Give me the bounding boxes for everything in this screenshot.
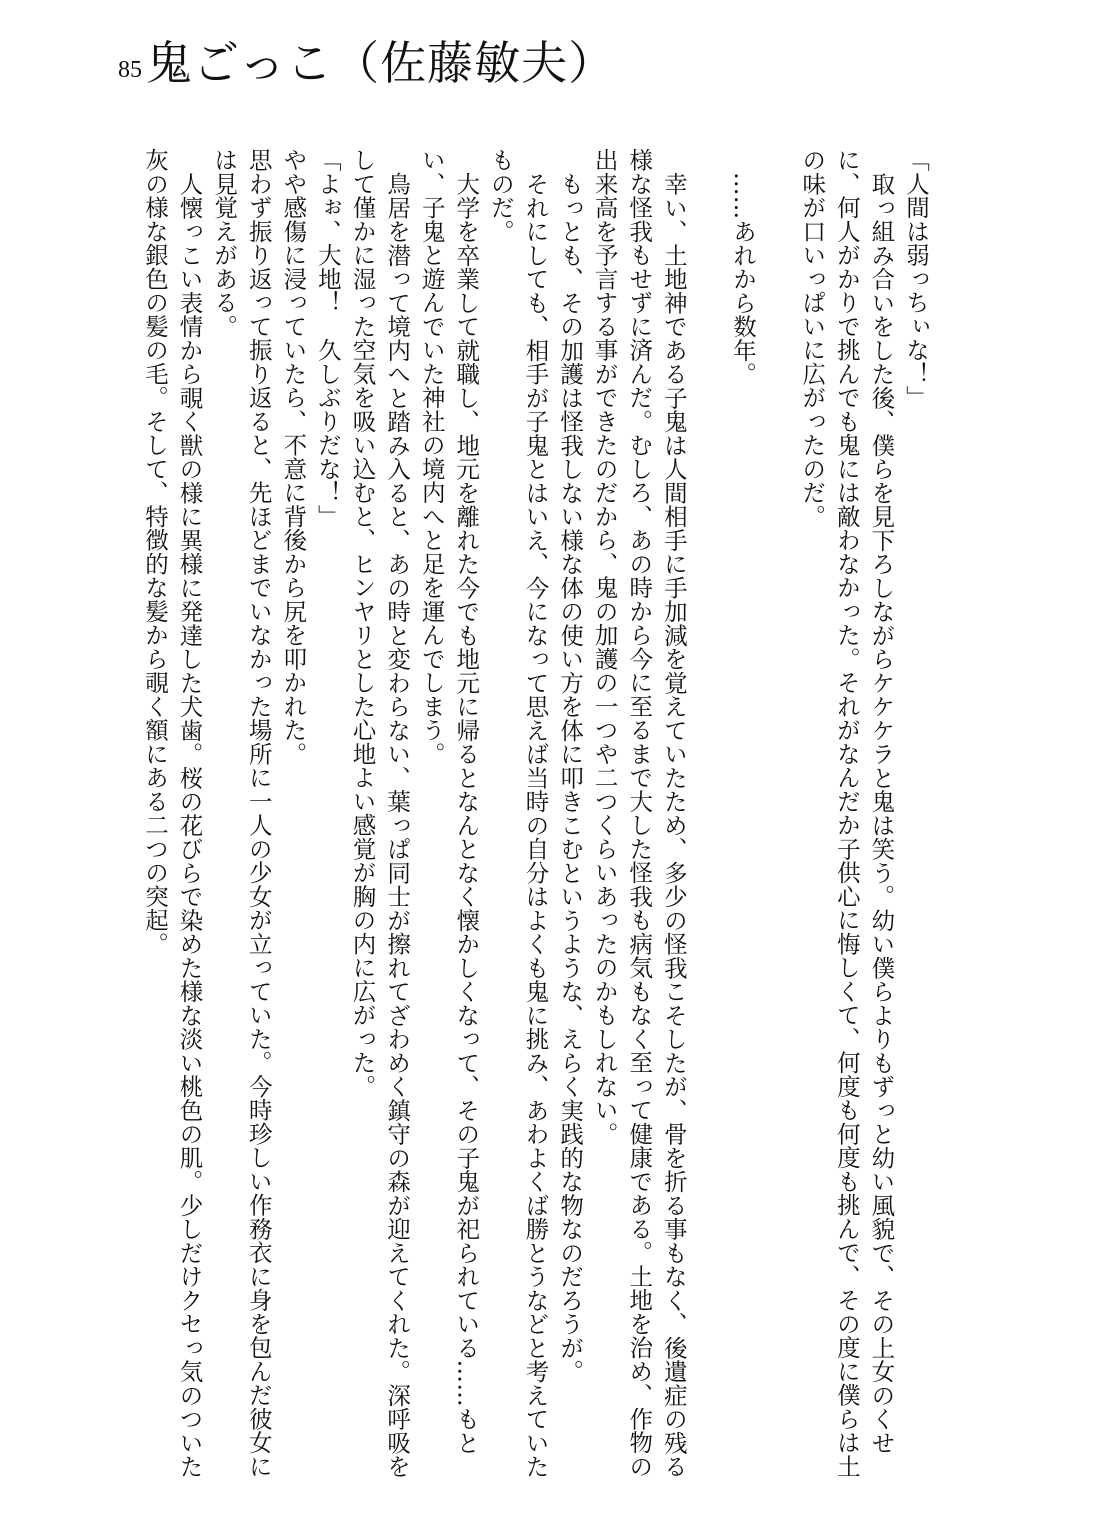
paragraph: 鳥居を潜って境内へと踏み入ると、あの時と変わらない、葉っぱ同士が擦れてざわめく鎮守の森が迎えてくれた。深呼吸をして僅かに湿った空気を吸い込むと、ヒンヤリとした心地よい感覚が胸の内に広がった。 — [348, 148, 412, 1478]
story-title: 鬼ごっこ（佐藤敏夫） — [146, 36, 616, 90]
paragraph: ……あれから数年。 — [729, 171, 758, 386]
paragraph: もっとも、その加護は怪我しない様な体の使い方を体に叩きこむというような、えらく実践的な物なのだろうが。 — [556, 171, 585, 1383]
paragraph: 「よぉ、大地！ 久しぶりだな！」 — [313, 148, 342, 528]
paragraph: 人懐っこい表情から覗く獣の様に異様に発達した犬歯。桜の花びらで染めた様な淡い桃色の肌。少しだけクセっ気のついた灰の様な銀色の髪の毛。そして、特徴的な髪から覗く額にある二つの突起。 — [140, 148, 204, 1478]
paragraph: 大学を卒業して就職し、地元を離れた今でも地元に帰るとなんとなく懐かしくなって、その子鬼が祀られている……もとい、子鬼と遊んでいた神社の境内へと足を運んでしまう。 — [417, 148, 481, 1454]
page-number: 85 — [118, 57, 142, 83]
paragraph: 取っ組み合いをした後、僕らを見下ろしながらケケケラと鬼は笑う。幼い僕らよりもずっと幼い風貌で、その上女のくせに、何人がかりで挑んでも鬼には敵わなかった。それがなんだか子供心に悔しくて、何度も何度も挑んで、その度に僕らは土の味が口いっぱいに広がったのだ。 — [798, 148, 896, 1478]
paragraph: 「人間は弱っちぃな！」 — [902, 148, 930, 410]
vertical-body-text — [133, 148, 933, 1488]
paragraph: それにしても、相手が子鬼とはいえ、今になって思えば当時の自分はよくも鬼に挑み、あわよくば勝とうなどと考えていたものだ。 — [486, 148, 550, 1478]
paragraph: やや感傷に浸っていたら、不意に背後から尻を叩かれた。 — [279, 148, 308, 766]
paragraph: 幸い、土地神である子鬼は人間相手に手加減を覚えていたため、多少の怪我こそしたが、骨を折る事もなく、後遺症の残る様な怪我もせずに済んだ。むしろ、あの時から今に至るまで大した怪我も病気もなく至って健康である。土地を治め、作物の出来高を予言する事ができたのだから、鬼の加護の一つや二つくらいあったのかもしれない。 — [590, 148, 688, 1478]
page-header — [118, 36, 616, 90]
paragraph: 思わず振り返って振り返ると、先ほどまでいなかった場所に一人の少女が立っていた。今時珍しい作務衣に身を包んだ彼女には見覚えがある。 — [210, 148, 273, 1478]
